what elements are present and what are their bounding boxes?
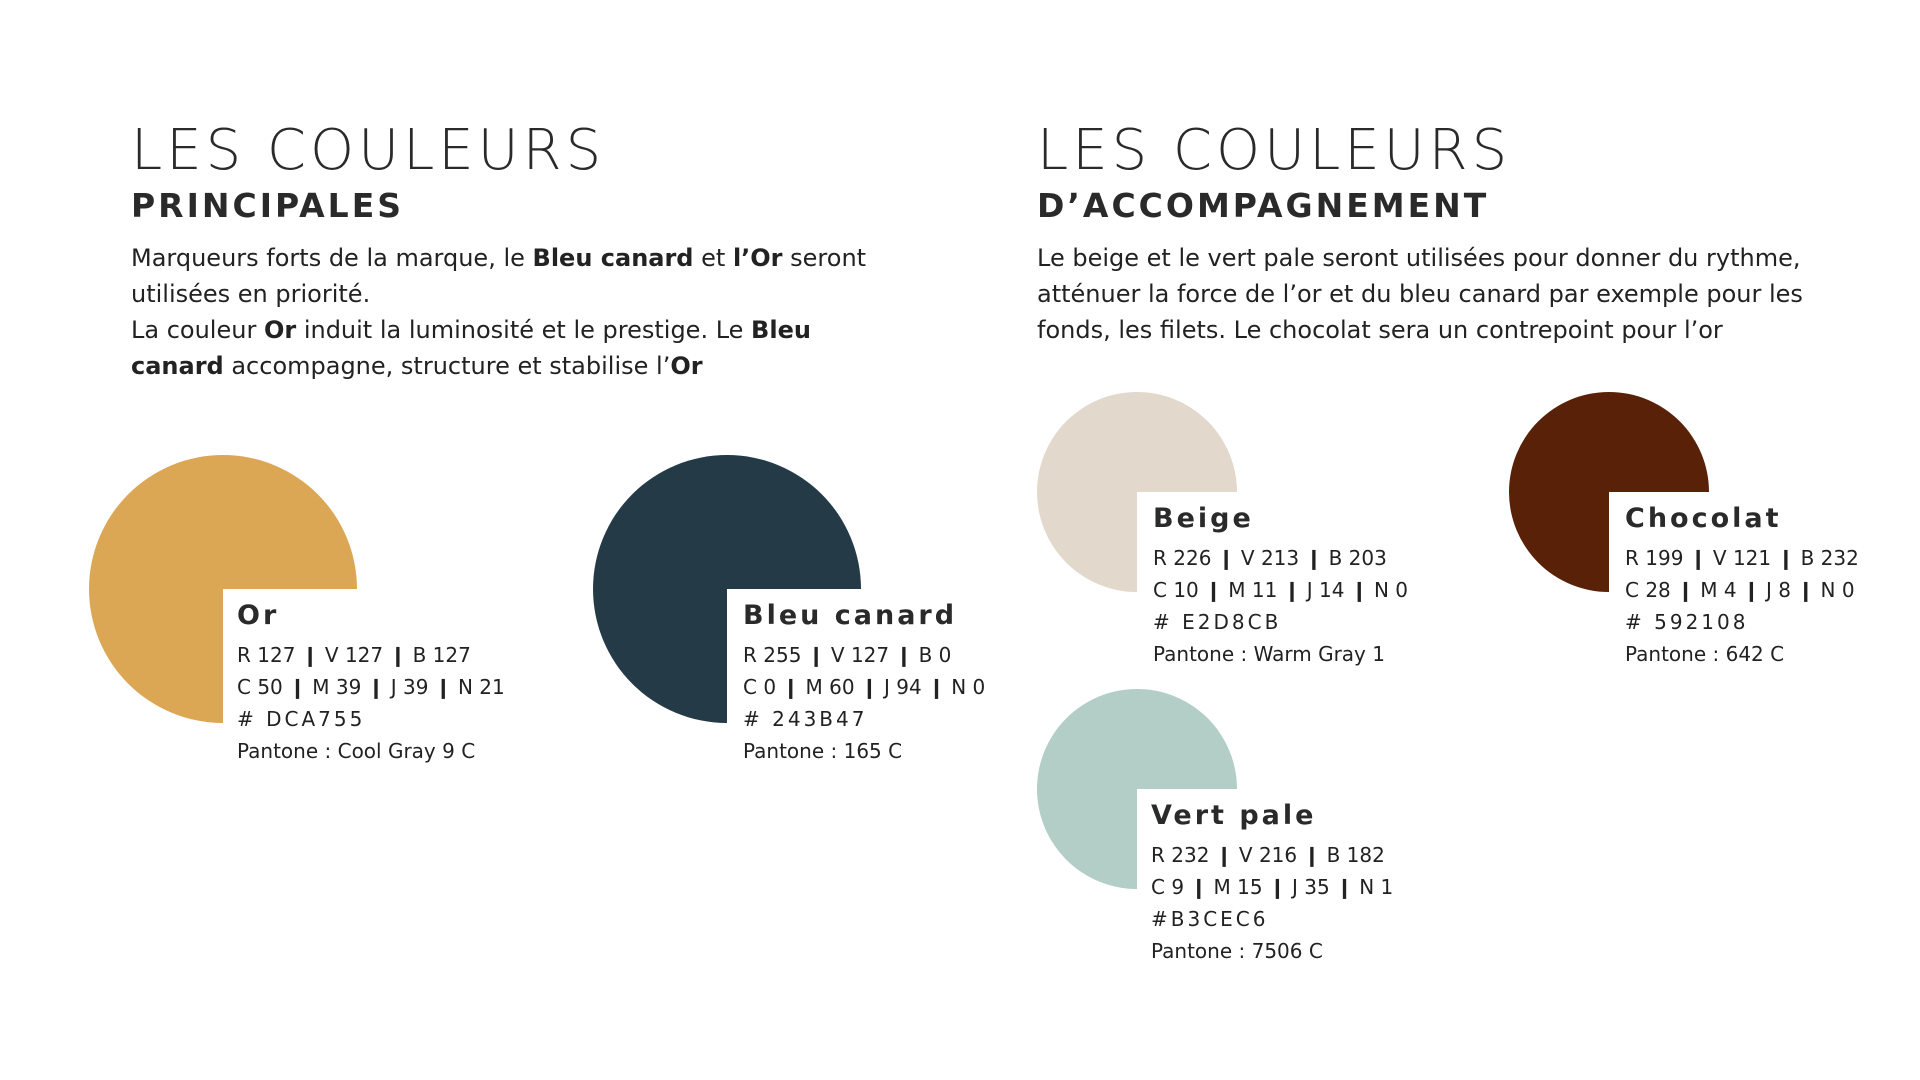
primary-colors-intro <box>131 240 911 384</box>
color-hex: # 592108 <box>1625 609 1749 634</box>
color-info-chocolat <box>1625 504 1859 670</box>
color-hex: #B3CEC6 <box>1151 906 1269 931</box>
color-pantone: Pantone : 642 C <box>1625 641 1785 666</box>
color-hex: # E2D8CB <box>1153 609 1282 634</box>
intro-text: accompagne, structure et stabilise l’ <box>223 352 671 380</box>
color-info-beige <box>1153 504 1408 670</box>
intro-text: utilisées en priorité. <box>131 280 371 308</box>
intro-emphasis: Or <box>263 316 297 344</box>
color-cmjn: C 0 ❙ M 60 ❙ J 94 ❙ N 0 <box>743 674 986 699</box>
color-cmjn: C 10 ❙ M 11 ❙ J 14 ❙ N 0 <box>1153 577 1408 602</box>
intro-emphasis: canard <box>131 352 224 380</box>
intro-text: Le beige et le vert pale seront utilisées pour donner du rythme, <box>1037 244 1801 272</box>
color-pantone: Pantone : 165 C <box>743 738 903 763</box>
secondary-title-bold: D’ACCOMPAGNEMENT <box>1037 186 1490 225</box>
intro-text: atténuer la force de l’or et du bleu canard par exemple pour les <box>1037 280 1803 308</box>
color-hex: # DCA755 <box>237 706 366 731</box>
color-cmjn: C 28 ❙ M 4 ❙ J 8 ❙ N 0 <box>1625 577 1855 602</box>
color-pantone: Pantone : Warm Gray 1 <box>1153 641 1385 666</box>
color-rgb: R 226 ❙ V 213 ❙ B 203 <box>1153 545 1387 570</box>
color-name: Chocolat <box>1625 503 1782 534</box>
intro-text: fonds, les filets. Le chocolat sera un contrepoint pour l’or <box>1037 316 1723 344</box>
intro-emphasis: l’Or <box>732 244 783 272</box>
intro-emphasis: Bleu <box>751 316 811 344</box>
color-name: Bleu canard <box>743 600 958 631</box>
secondary-title-light: LES COULEURS <box>1037 118 1512 183</box>
intro-text: induit la luminosité et le prestige. Le <box>296 316 752 344</box>
color-info-vert-pale <box>1151 801 1393 967</box>
color-rgb: R 255 ❙ V 127 ❙ B 0 <box>743 642 952 667</box>
color-cmjn: C 50 ❙ M 39 ❙ J 39 ❙ N 21 <box>237 674 505 699</box>
intro-text: Marqueurs forts de la marque, le <box>131 244 533 272</box>
primary-colors-title <box>131 118 606 225</box>
color-rgb: R 232 ❙ V 216 ❙ B 182 <box>1151 842 1385 867</box>
secondary-colors-title <box>1037 118 1512 225</box>
color-rgb: R 199 ❙ V 121 ❙ B 232 <box>1625 545 1859 570</box>
color-hex: # 243B47 <box>743 706 868 731</box>
color-name: Or <box>237 600 280 631</box>
intro-emphasis: Or <box>670 352 703 380</box>
color-info-bleu-canard <box>743 601 985 767</box>
color-cmjn: C 9 ❙ M 15 ❙ J 35 ❙ N 1 <box>1151 874 1394 899</box>
color-pantone: Pantone : 7506 C <box>1151 938 1323 963</box>
secondary-colors-intro <box>1037 240 1897 348</box>
intro-text: La couleur <box>131 316 264 344</box>
color-name: Beige <box>1153 503 1254 534</box>
intro-emphasis: Bleu canard <box>532 244 694 272</box>
primary-title-bold: PRINCIPALES <box>131 186 405 225</box>
primary-title-light: LES COULEURS <box>131 118 606 183</box>
intro-text: et <box>693 244 733 272</box>
color-info-or <box>237 601 505 767</box>
color-rgb: R 127 ❙ V 127 ❙ B 127 <box>237 642 471 667</box>
color-pantone: Pantone : Cool Gray 9 C <box>237 738 476 763</box>
intro-text: seront <box>782 244 867 272</box>
color-name: Vert pale <box>1151 800 1317 831</box>
